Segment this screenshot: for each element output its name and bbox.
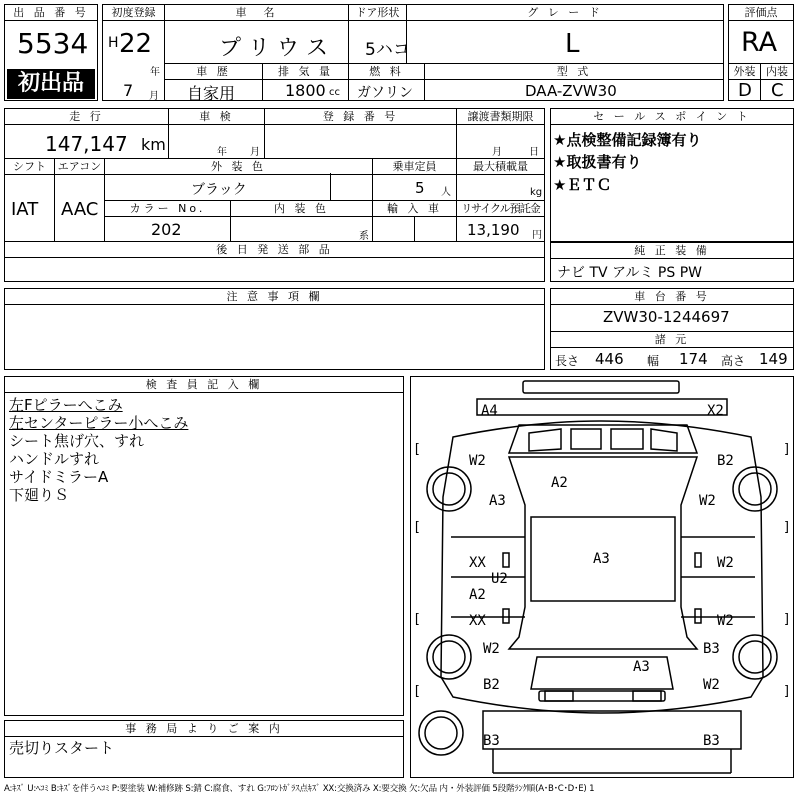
seats-label: 乗車定員	[373, 158, 457, 175]
era: H	[108, 35, 119, 51]
ext-score: D	[738, 80, 752, 101]
inspector-line-6: 下廻りＳ	[9, 486, 70, 504]
mileage-label: 走 行	[5, 109, 169, 125]
door-label: ドア形状	[349, 5, 407, 21]
bracket: [	[413, 684, 421, 699]
div-intcolor	[231, 216, 373, 241]
history-label: 車 歴	[165, 63, 263, 80]
first-listing-badge: 初出品	[7, 69, 95, 99]
length-label: 長さ	[555, 354, 580, 368]
score: RA	[741, 27, 778, 58]
chassis-number: ZVW30-1244697	[603, 308, 730, 326]
mileage: 147,147	[45, 132, 128, 156]
div-color2	[331, 173, 373, 201]
height: 149	[759, 350, 788, 368]
mark: A3	[489, 493, 506, 509]
recycle-fee: 13,190	[467, 221, 520, 239]
reg-month: 7	[123, 81, 134, 100]
mark: A2	[469, 587, 486, 603]
div-name	[165, 20, 349, 63]
mark: W2	[717, 613, 734, 629]
load-label: 最大積載量	[457, 158, 544, 175]
inspector-line-5: サイドミラーA	[9, 468, 109, 486]
ac: AAC	[61, 199, 99, 220]
equip-label: 純 正 装 備	[551, 243, 793, 259]
plate-label: 登 録 番 号	[265, 109, 457, 125]
disp-label: 排 気 量	[263, 63, 349, 80]
sales-point-1: ★点検整備記録簿有り	[553, 131, 702, 149]
vehicle-header-box	[102, 4, 724, 101]
mark: W2	[699, 493, 716, 509]
inspector-box	[4, 376, 404, 716]
bracket: ]	[783, 442, 791, 457]
mark: B3	[703, 641, 720, 657]
name-label: 車 名	[165, 5, 349, 21]
inspector-line-2: 左センターピラー小へこみ	[9, 414, 189, 432]
div-door	[349, 20, 407, 63]
div-import1	[373, 216, 415, 241]
office-box	[4, 720, 404, 778]
car-diagram-svg	[411, 377, 793, 777]
width: 174	[679, 350, 708, 368]
damage-diagram	[410, 376, 794, 778]
grade-label: グ レ ー ド	[407, 5, 723, 21]
mark: A3	[633, 659, 650, 675]
mark: B2	[717, 453, 734, 469]
sales-point-3: ★ＥＴＣ	[553, 176, 612, 194]
inspector-line-4: ハンドルすれ	[9, 450, 100, 468]
mark: XX	[469, 613, 486, 629]
cc-unit: cc	[329, 87, 340, 98]
office-text: 売切りスタート	[9, 739, 115, 757]
km-unit: km	[141, 135, 166, 154]
sales-label: セ ー ル ス ポ イ ン ト	[551, 109, 793, 125]
door-type: 5ハコ	[365, 40, 410, 60]
equipment-box	[550, 242, 794, 282]
transfer-day-unit: 日	[529, 147, 539, 158]
bracket: [	[413, 612, 421, 627]
sales-points-box	[550, 108, 794, 242]
int-label: 内装	[761, 63, 793, 80]
history: 自家用	[187, 84, 236, 103]
mark: U2	[491, 571, 508, 587]
reg-year: 22	[119, 29, 153, 59]
ext-label: 外装	[729, 63, 761, 80]
mark: W2	[483, 641, 500, 657]
inspector-line-1: 左Fピラーへこみ	[9, 396, 123, 414]
month-unit: 月	[149, 91, 159, 102]
bracket: ]	[783, 612, 791, 627]
lot-box	[4, 4, 98, 101]
height-label: 高さ	[721, 354, 746, 368]
notes-label: 注 意 事 項 欄	[5, 289, 544, 305]
colorno-label: カラー No.	[105, 201, 231, 217]
div-plate	[265, 124, 457, 158]
intcolor-unit: 系	[359, 231, 369, 242]
damage-marks	[469, 403, 734, 749]
bracket: [	[413, 442, 421, 457]
dims-label: 諸 元	[551, 331, 793, 348]
details-box	[4, 108, 545, 282]
import-label: 輸 入 車	[373, 201, 457, 217]
lot-number: 5534	[17, 27, 89, 60]
mark: X2	[707, 403, 724, 419]
inspector-line-3: シート焦げ穴、すれ	[9, 432, 145, 450]
color-label: 外 装 色	[105, 158, 373, 175]
sales-point-2: ★取扱書有り	[553, 153, 642, 171]
mark: W2	[469, 453, 486, 469]
bracket: ]	[783, 520, 791, 535]
div-import2	[415, 216, 457, 241]
mark: B3	[703, 733, 720, 749]
chassis-box	[550, 288, 794, 370]
year-unit: 年	[150, 67, 160, 78]
notes-box	[4, 288, 545, 370]
mark: W2	[703, 677, 720, 693]
color-number: 202	[151, 220, 182, 239]
exterior-color: ブラック	[191, 182, 247, 198]
transfer-label: 譲渡書類期限	[457, 109, 544, 125]
model: DAA-ZVW30	[525, 82, 617, 100]
mark: B2	[483, 677, 500, 693]
score-box	[728, 4, 794, 101]
bracket: [	[413, 520, 421, 535]
shift-label: シフト	[5, 158, 55, 175]
model-label: 型 式	[425, 63, 723, 80]
mark: A4	[481, 403, 498, 419]
transfer-month-unit: 月	[492, 147, 502, 158]
car-name: プ リ ウ ス	[219, 36, 328, 61]
legend: A:ｷｽﾞ U:ﾍｺﾐ B:ｷｽﾞを伴うﾍｺﾐ P:要塗装 W:補修跡 S:錆 C:腐食、すれ G:ﾌﾛﾝﾄｶﾞﾗｽ点ｷｽﾞ XX:交換済み X:要交換 欠:欠品 内・外装評価 5段階ﾗﾝｸ順(A･B･C･D･E) 1	[4, 784, 595, 794]
grade: L	[565, 29, 580, 59]
mark: A2	[551, 475, 568, 491]
equipment: ナビ TV アルミ PS PW	[557, 265, 702, 281]
reg-label: 初度登録	[103, 5, 165, 21]
mark: XX	[469, 555, 486, 571]
length: 446	[595, 350, 624, 368]
lot-label: 出 品 番 号	[5, 5, 97, 21]
seats: 5	[415, 179, 425, 197]
fuel-label: 燃 料	[349, 63, 425, 80]
width-label: 幅	[647, 354, 660, 368]
later-parts-label: 後 日 発 送 部 品	[5, 241, 544, 258]
yen-unit: 円	[532, 230, 542, 241]
inspection-label: 車 検	[169, 109, 265, 125]
inspector-label: 検 査 員 記 入 欄	[5, 377, 403, 393]
mark: A3	[593, 551, 610, 567]
office-label: 事 務 局 よ り ご 案 内	[5, 721, 403, 737]
mark: W2	[717, 555, 734, 571]
load-unit: kg	[530, 187, 543, 198]
bracket: ]	[783, 684, 791, 699]
shift: IAT	[11, 199, 39, 220]
ac-label: エアコン	[55, 158, 105, 175]
insp-year-unit: 年	[217, 147, 227, 158]
score-label: 評価点	[729, 5, 793, 21]
displacement: 1800	[285, 81, 326, 100]
seats-unit: 人	[441, 187, 451, 198]
intcolor-label: 内 装 色	[231, 201, 373, 217]
recycle-label: リサイクル預託金	[457, 201, 544, 217]
int-score: C	[771, 80, 784, 101]
fuel: ガソリン	[357, 85, 413, 101]
chassis-label: 車 台 番 号	[551, 289, 793, 305]
insp-month-unit: 月	[250, 147, 260, 158]
mark: B3	[483, 733, 500, 749]
